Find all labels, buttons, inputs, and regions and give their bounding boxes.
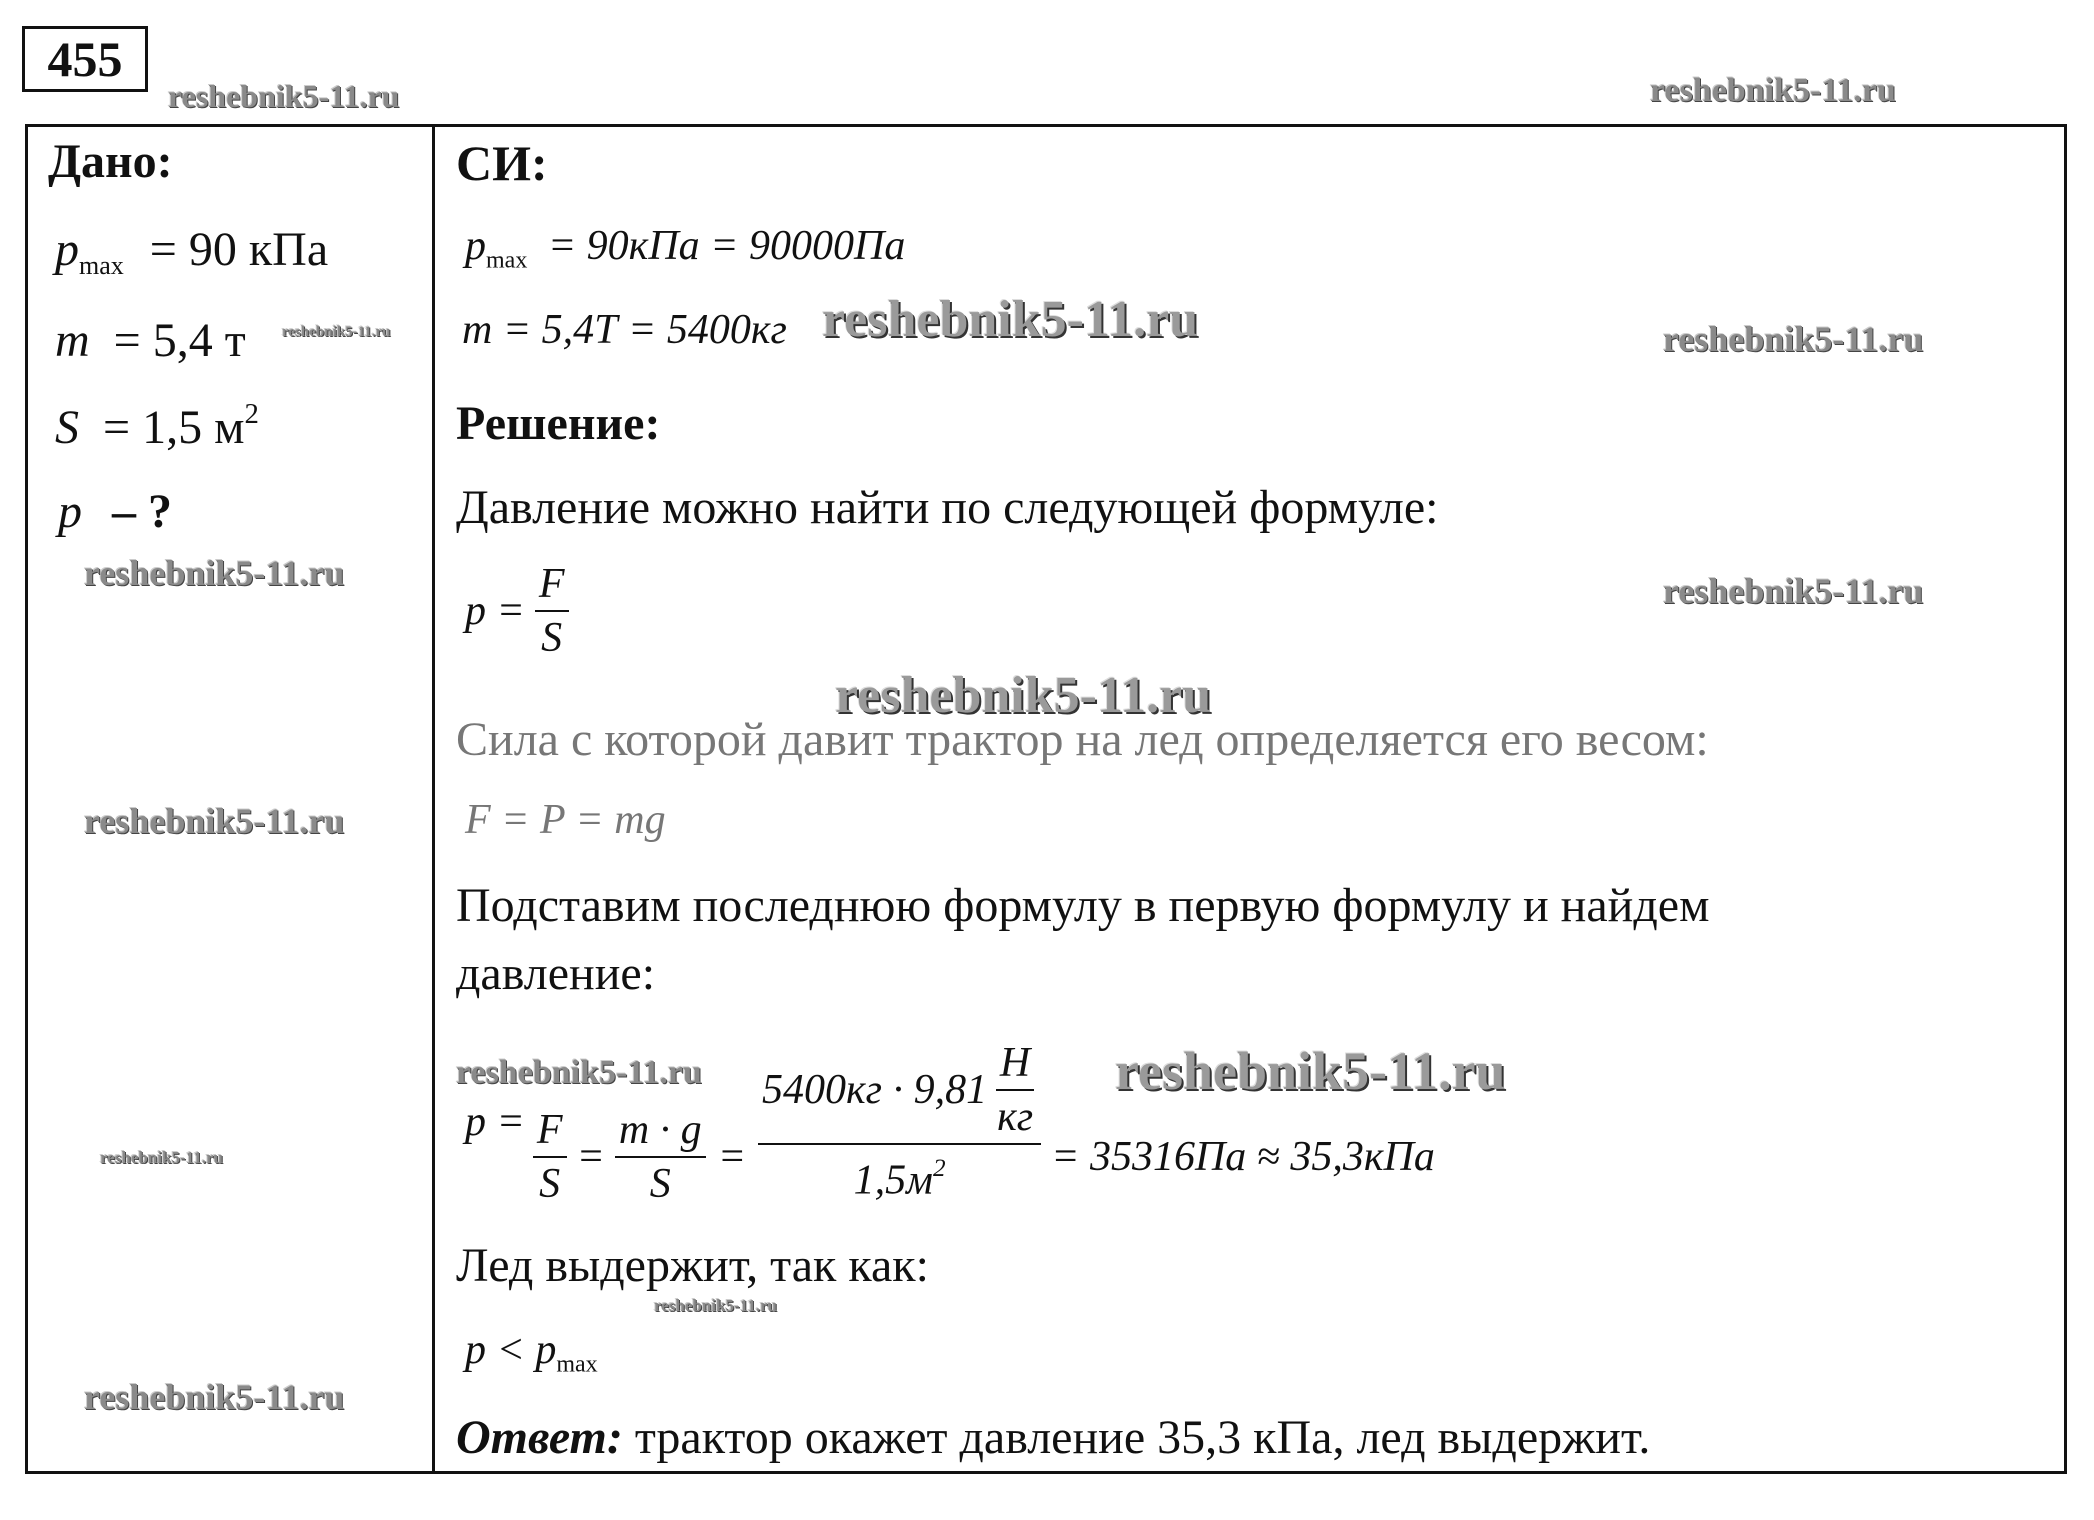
given-area: S = 1,5 $м^2$ <box>55 398 259 455</box>
answer-text: трактор окажет давление 35,3 кПа, лед выдержит. <box>622 1411 1651 1464</box>
formula-pressure: p = $\frac{F}{S}$ <box>465 560 569 662</box>
problem-number: 455 <box>22 26 148 92</box>
watermark: reshebnik5-11.ru <box>100 1148 223 1167</box>
watermark: reshebnik5-11.ru <box>84 553 345 593</box>
si-mass: m = 5,4Т = 5400кг <box>462 307 787 353</box>
answer-line <box>456 1410 1650 1465</box>
given-pmax: $p_{max} = 90$ кПа <box>55 223 329 281</box>
solution-text-2: Сила с которой давит трактор на лед определяется его весом: <box>456 713 1709 766</box>
solution-text-3b: давление: <box>456 947 656 1000</box>
formula-comparison: $p < p_{max}$ <box>465 1327 598 1378</box>
watermark: reshebnik5-11.ru <box>1663 571 1924 611</box>
formula-force: F = P = mg <box>465 797 666 843</box>
watermark: reshebnik5-11.ru <box>456 1054 702 1091</box>
solution-text-3a: Подставим последнюю формулу в первую формулу и найдем <box>456 879 1710 932</box>
given-header: Дано: <box>48 135 173 188</box>
column-divider <box>432 124 435 1474</box>
watermark: reshebnik5-11.ru <box>84 1377 345 1417</box>
solution-header: Решение: <box>456 397 661 450</box>
si-pmax: $p_{max} = 90кПа = 90000Па$ <box>465 223 906 274</box>
watermark: reshebnik5-11.ru <box>835 667 1212 724</box>
formula-main: p = $\frac{F}{S}$ = $\frac{m \cdot g}{S}$ = 5400кг · 9,81 $\frac{Н}{кг}$ $1,5м^2$ = 35316Па ≈ 35,3кПа <box>465 1040 1435 1207</box>
watermark: reshebnik5-11.ru <box>1650 72 1896 109</box>
watermark: reshebnik5-11.ru <box>1663 319 1924 359</box>
watermark: reshebnik5-11.ru <box>822 291 1199 348</box>
watermark: reshebnik5-11.ru <box>1115 1041 1506 1101</box>
given-mass: m = 5,4 т <box>55 314 246 367</box>
watermark: reshebnik5-11.ru <box>282 324 391 340</box>
solution-text-4: Лед выдержит, так как: <box>456 1239 929 1292</box>
watermark: reshebnik5-11.ru <box>168 78 400 114</box>
si-header: СИ: <box>456 135 548 191</box>
answer-label: Ответ: <box>456 1411 623 1464</box>
watermark: reshebnik5-11.ru <box>84 801 345 841</box>
given-unknown: p – ? <box>58 485 172 538</box>
watermark: reshebnik5-11.ru <box>654 1296 777 1315</box>
solution-text-1: Давление можно найти по следующей формуле: <box>456 481 1439 534</box>
